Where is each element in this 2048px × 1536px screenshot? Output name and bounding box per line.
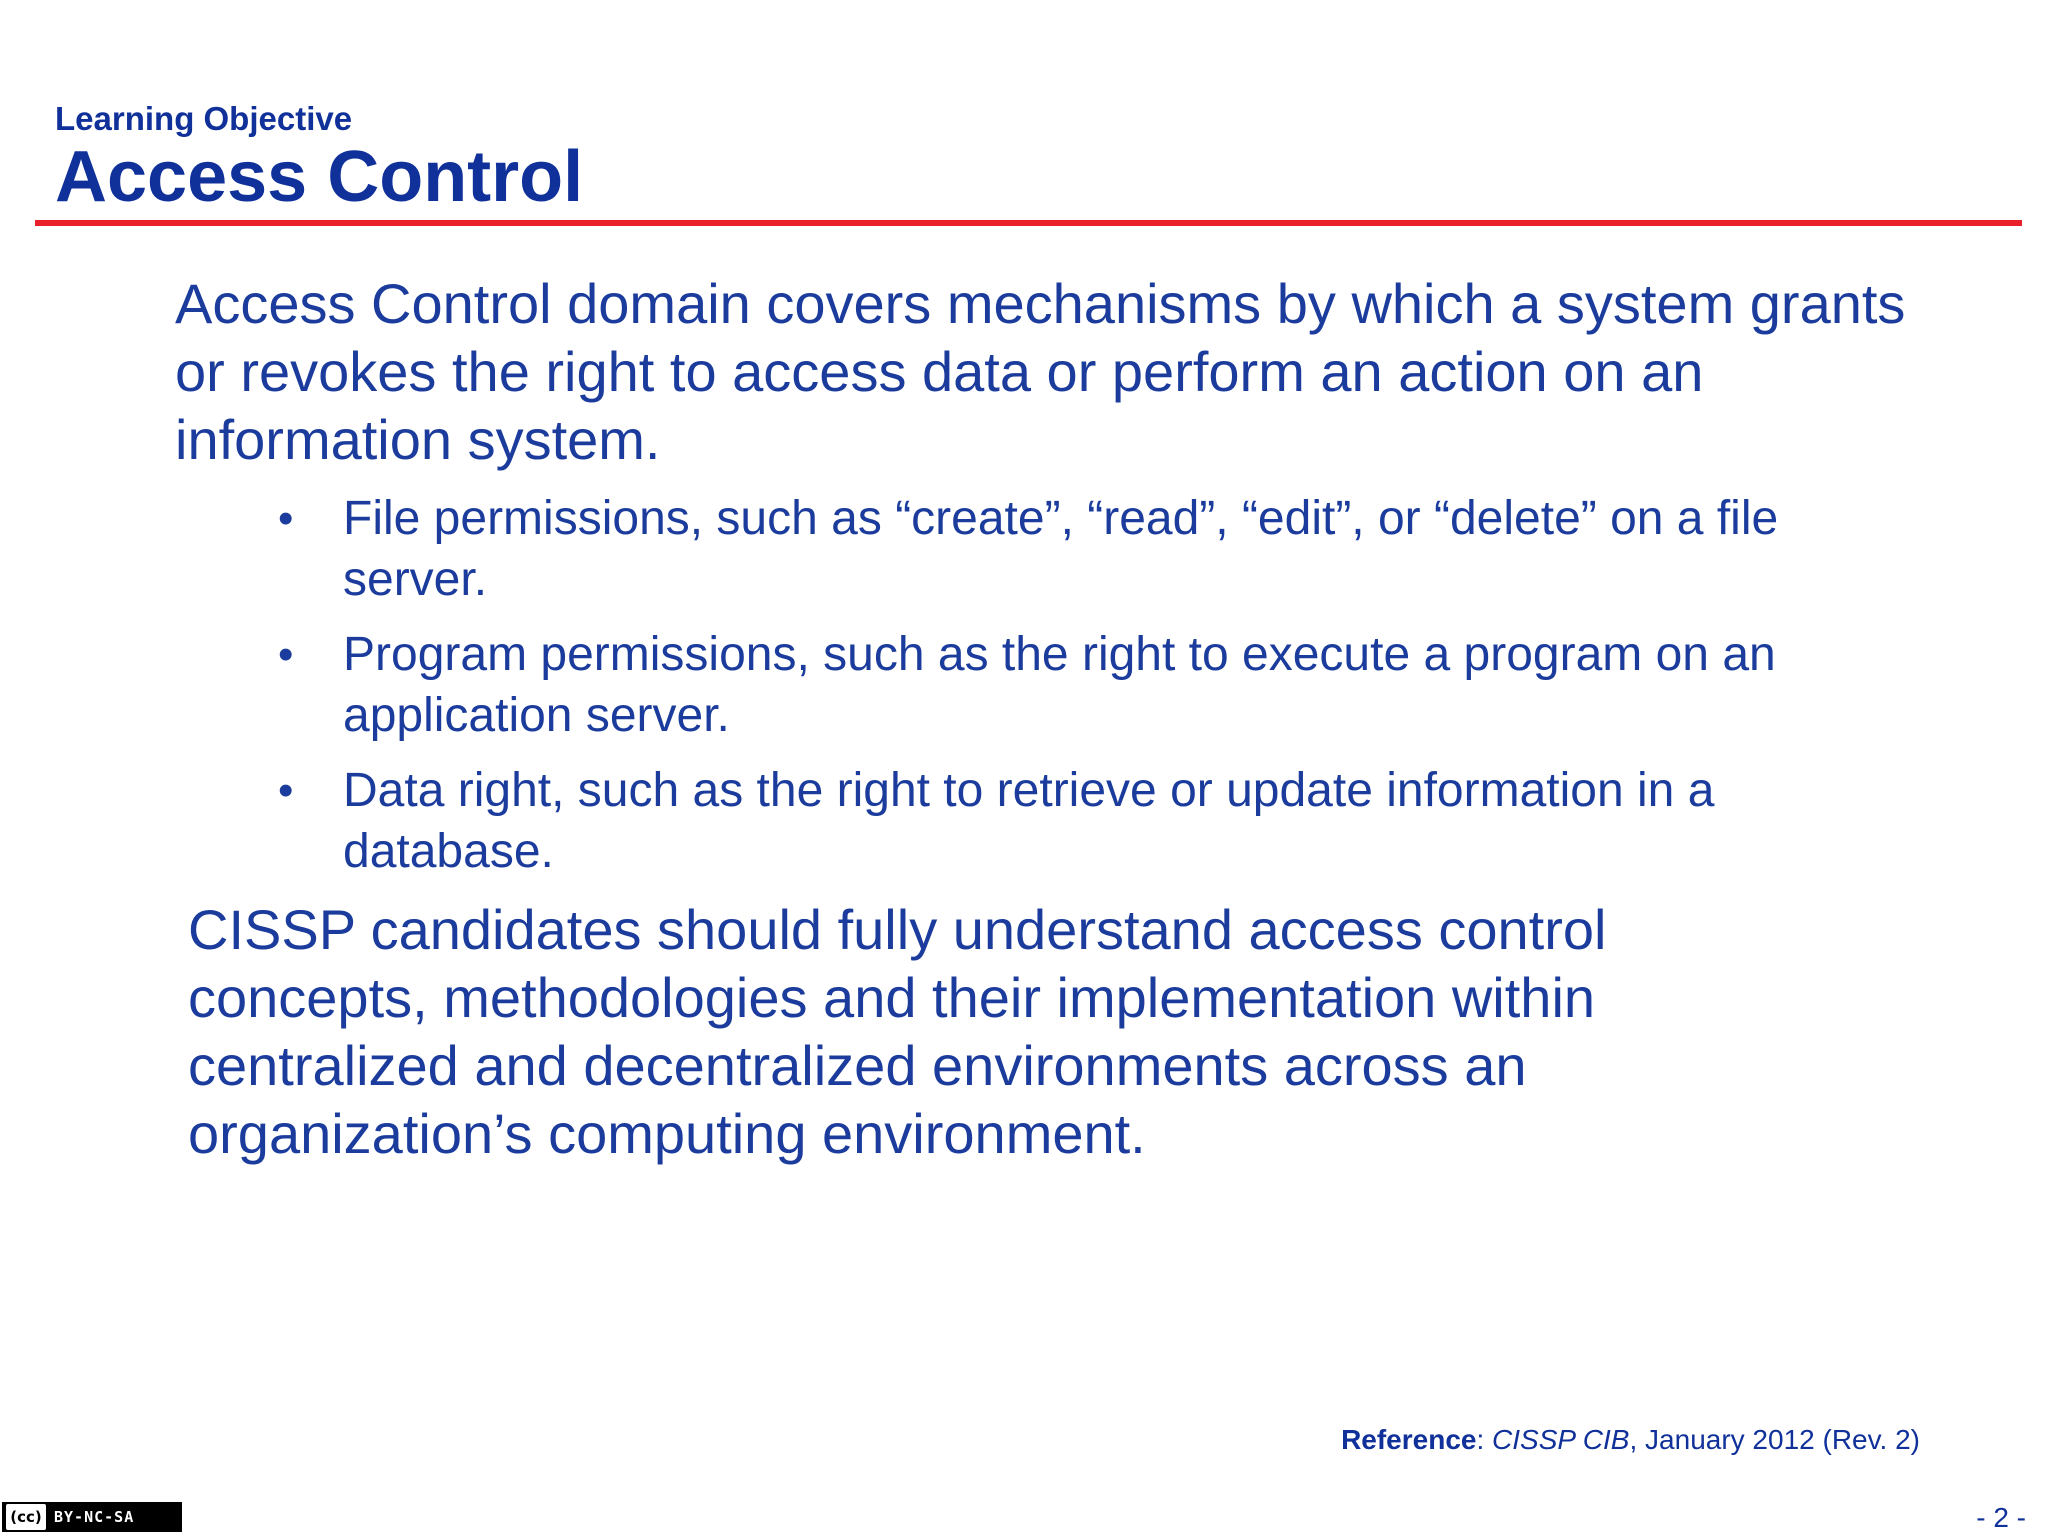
bullet-dot-icon: •: [278, 630, 294, 679]
bullet-text: Program permissions, such as the right to execute a program on an application server.: [343, 628, 1776, 742]
title-divider: [35, 220, 2022, 226]
bullet-text: File permissions, such as “create”, “read”, “edit”, or “delete” on a file server.: [343, 492, 1779, 606]
bullet-dot-icon: •: [278, 766, 294, 815]
reference-date: , January 2012 (Rev. 2): [1629, 1424, 1920, 1455]
reference-source: CISSP CIB: [1492, 1424, 1630, 1455]
page-number: - 2 -: [1976, 1502, 2026, 1533]
license-text: BY-NC-SA: [54, 1508, 135, 1526]
reference-separator: :: [1476, 1424, 1493, 1455]
license-badge[interactable]: [2, 1502, 182, 1532]
cc-icon: (cc): [6, 1504, 46, 1530]
intro-paragraph: Access Control domain covers mechanisms by which a system grants or revokes the right to access data or perform an action on an information system.: [175, 272, 1906, 471]
closing-paragraph: CISSP candidates should fully understand access control concepts, methodologies and their implementation within centralized and decentralized environments across an organization’s computing environment.: [188, 898, 1607, 1165]
reference-label: Reference: [1341, 1424, 1477, 1455]
slide-title: Access Control: [55, 137, 584, 217]
bullet-text: Data right, such as the right to retrieve or update information in a database.: [343, 764, 1715, 878]
bullet-item: [270, 760, 1910, 882]
bullet-item: [270, 488, 1910, 610]
reference-citation: [1341, 1424, 1920, 1456]
bullet-dot-icon: •: [278, 494, 294, 543]
bullet-list: [270, 488, 1910, 896]
bullet-item: [270, 624, 1910, 746]
section-subtitle: Learning Objective: [55, 100, 353, 137]
